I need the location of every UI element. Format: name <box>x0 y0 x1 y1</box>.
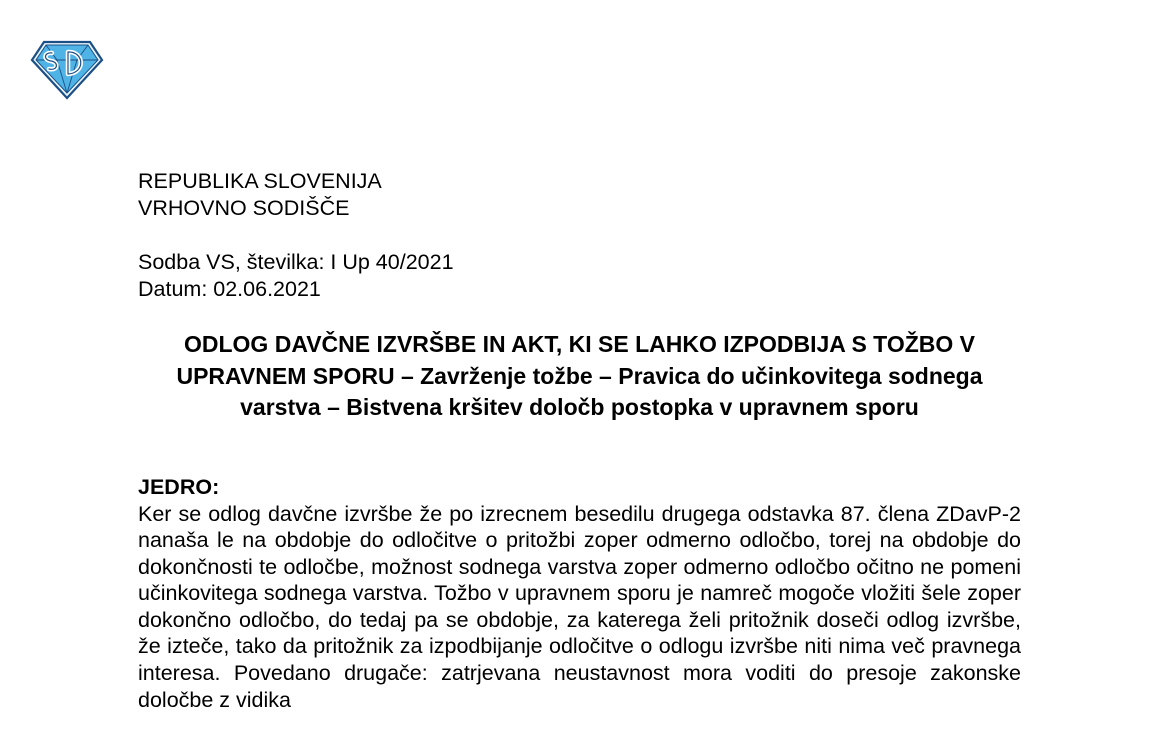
jedro-heading: JEDRO: <box>138 474 220 499</box>
court-emblem-icon <box>30 38 104 100</box>
country-name: REPUBLIKA SLOVENIJA <box>138 169 382 193</box>
document-title: ODLOG DAVČNE IZVRŠBE IN AKT, KI SE LAHKO IZPODBIJA S TOŽBO V UPRAVNEM SPORU – Zavrženje tožbe – Pravica do učinkovitega sodnega varstva – Bistvena kršitev določb postopka v upravnem sporu <box>176 331 983 420</box>
court-name: VRHOVNO SODIŠČE <box>138 196 350 220</box>
jedro-text: Ker se odlog davčne izvršbe že po izrecnem besedilu drugega odstavka 87. člena ZDavP-2 nanaša le na obdobje do odločitve o pritožbi zoper odmerno odločbo, torej na obdobje do dokončnosti te odločbe, možnost sodnega varstva zoper odmerno odločbo očitno ne pomeni učinkovitega sodnega varstva. Tožbo v upravnem sporu je namreč mogoče vložiti šele zoper dokončno odločbo, do tedaj pa se obdobje, za katerega želi pritožnik doseči odlog izvršbe, že izteče, tako da pritožnik za izpodbijanje odločitve o odlogu izvršbe niti nima več pravnega interesa. Povedano drugače: zatrjevana neustavnost mora voditi do presoje zakonske določbe z vidika <box>138 501 1021 712</box>
document-page <box>138 168 1021 713</box>
decision-meta <box>138 249 1021 303</box>
decision-number: Sodba VS, številka: I Up 40/2021 <box>138 250 454 274</box>
court-header <box>138 168 1021 222</box>
decision-date: Datum: 02.06.2021 <box>138 277 321 301</box>
